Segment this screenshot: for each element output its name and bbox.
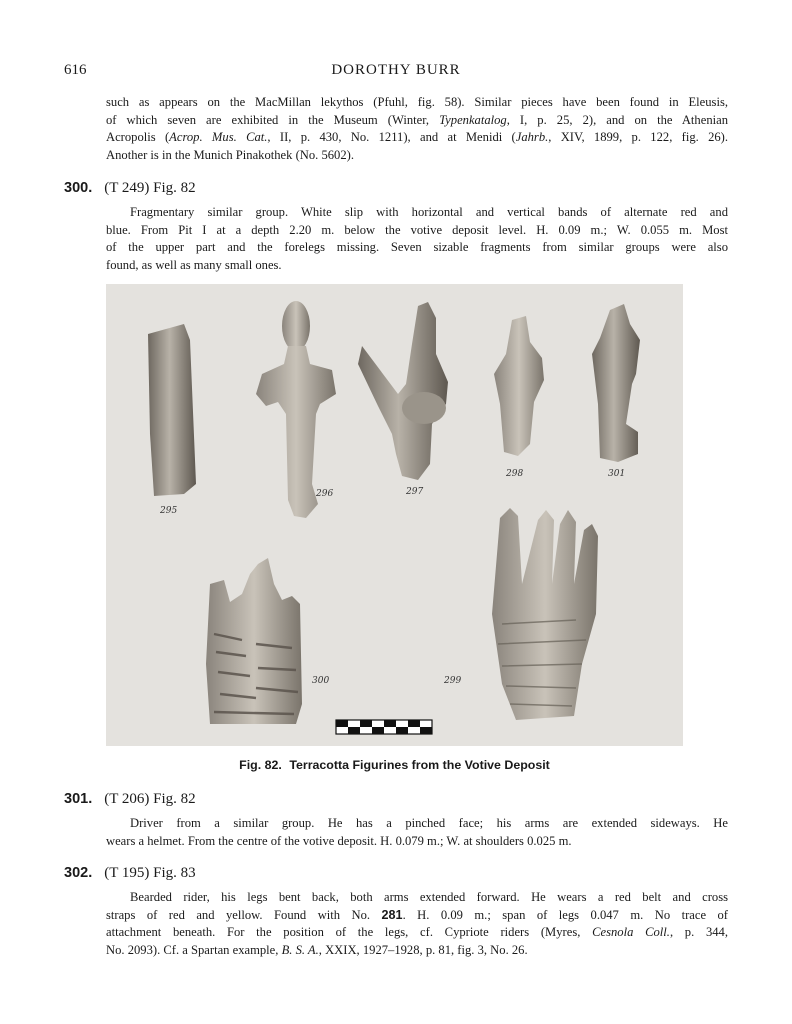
text-line: No. 2093). Cf. a Spartan example, B. S. A., XXIX, 1927–1928, p. 81, fig. 3, No. 26. [106,942,528,957]
text-line: of the upper part and the forelegs missing. Seven sizable fragments from similar groups were also [106,240,728,254]
figure-label-299: 299 [444,676,462,686]
entry-number: 301. [64,791,93,807]
text-line: wears a helmet. From the centre of the votive deposit. H. 0.079 m.; W. at shoulders 0.025 m. [106,833,572,848]
figure-plate [106,284,683,746]
caption-title: Terracotta Figurines from the Votive Deposit [289,758,550,772]
entry-number: 300. [64,180,93,196]
entry-301-text [106,815,728,850]
text-line: straps of red and yellow. Found with No. 281. H. 0.09 m.; span of legs 0.047 m. No trace of [106,907,728,922]
figure-label-296: 296 [316,489,334,499]
entry-reference: (T 206) Fig. 82 [104,791,196,807]
text-line: Bearded rider, his legs bent back, both arms extended forward. He wears a red belt and cross [130,890,728,904]
entry-300-heading [64,180,196,197]
entry-300-text [106,204,728,274]
text-line: of which seven are exhibited in the Museum (Winter, Typenkatalog, I, p. 25, 2), and on the Athenian [106,112,729,127]
text-line: Driver from a similar group. He has a pinched face; his arms are extended sideways. He [130,816,728,830]
figure-label-298: 298 [506,469,524,479]
figurine-295 [148,324,196,496]
figure-label-297: 297 [406,487,424,497]
figure-caption [106,758,683,772]
entry-302-text [106,889,728,959]
entry-reference: (T 249) Fig. 82 [104,180,196,196]
text-line: blue. From Pit I at a depth 2.20 m. below the votive deposit level. H. 0.09 m.; W. 0.055 m. Most [106,222,728,237]
text-line: attachment beneath. For the position of the legs, cf. Cypriote riders (Myres, Cesnola Coll., p. 344, [106,925,728,939]
figure-label-300: 300 [312,676,330,686]
text-line: Acropolis (Acrop. Mus. Cat., II, p. 430, No. 1211), and at Menidi (Jahrb., XIV, 1899, p. 122, fig. 26). [106,130,729,144]
caption-prefix: Fig. 82. [239,758,282,772]
text-line: Fragmentary similar group. White slip with horizontal and vertical bands of alternate red and [130,205,728,219]
intro-paragraph [106,94,728,164]
text-line: Another is in the Munich Pinakothek (No. 5602). [106,147,354,162]
running-head: DOROTHY BURR [331,62,461,78]
entry-number: 302. [64,865,93,881]
entry-302-heading [64,865,196,882]
figure-label-301: 301 [608,469,626,479]
text-line: such as appears on the MacMillan lekythos (Pfuhl, fig. 58). Similar pieces have been found in Eleusis, [106,95,728,109]
scale-bar [336,720,432,734]
page-number: 616 [64,62,87,78]
figurines-photograph [106,284,683,746]
figure-label-295: 295 [160,506,178,516]
entry-reference: (T 195) Fig. 83 [104,865,196,881]
text-line: found, as well as many small ones. [106,257,282,272]
entry-301-heading [64,791,196,808]
